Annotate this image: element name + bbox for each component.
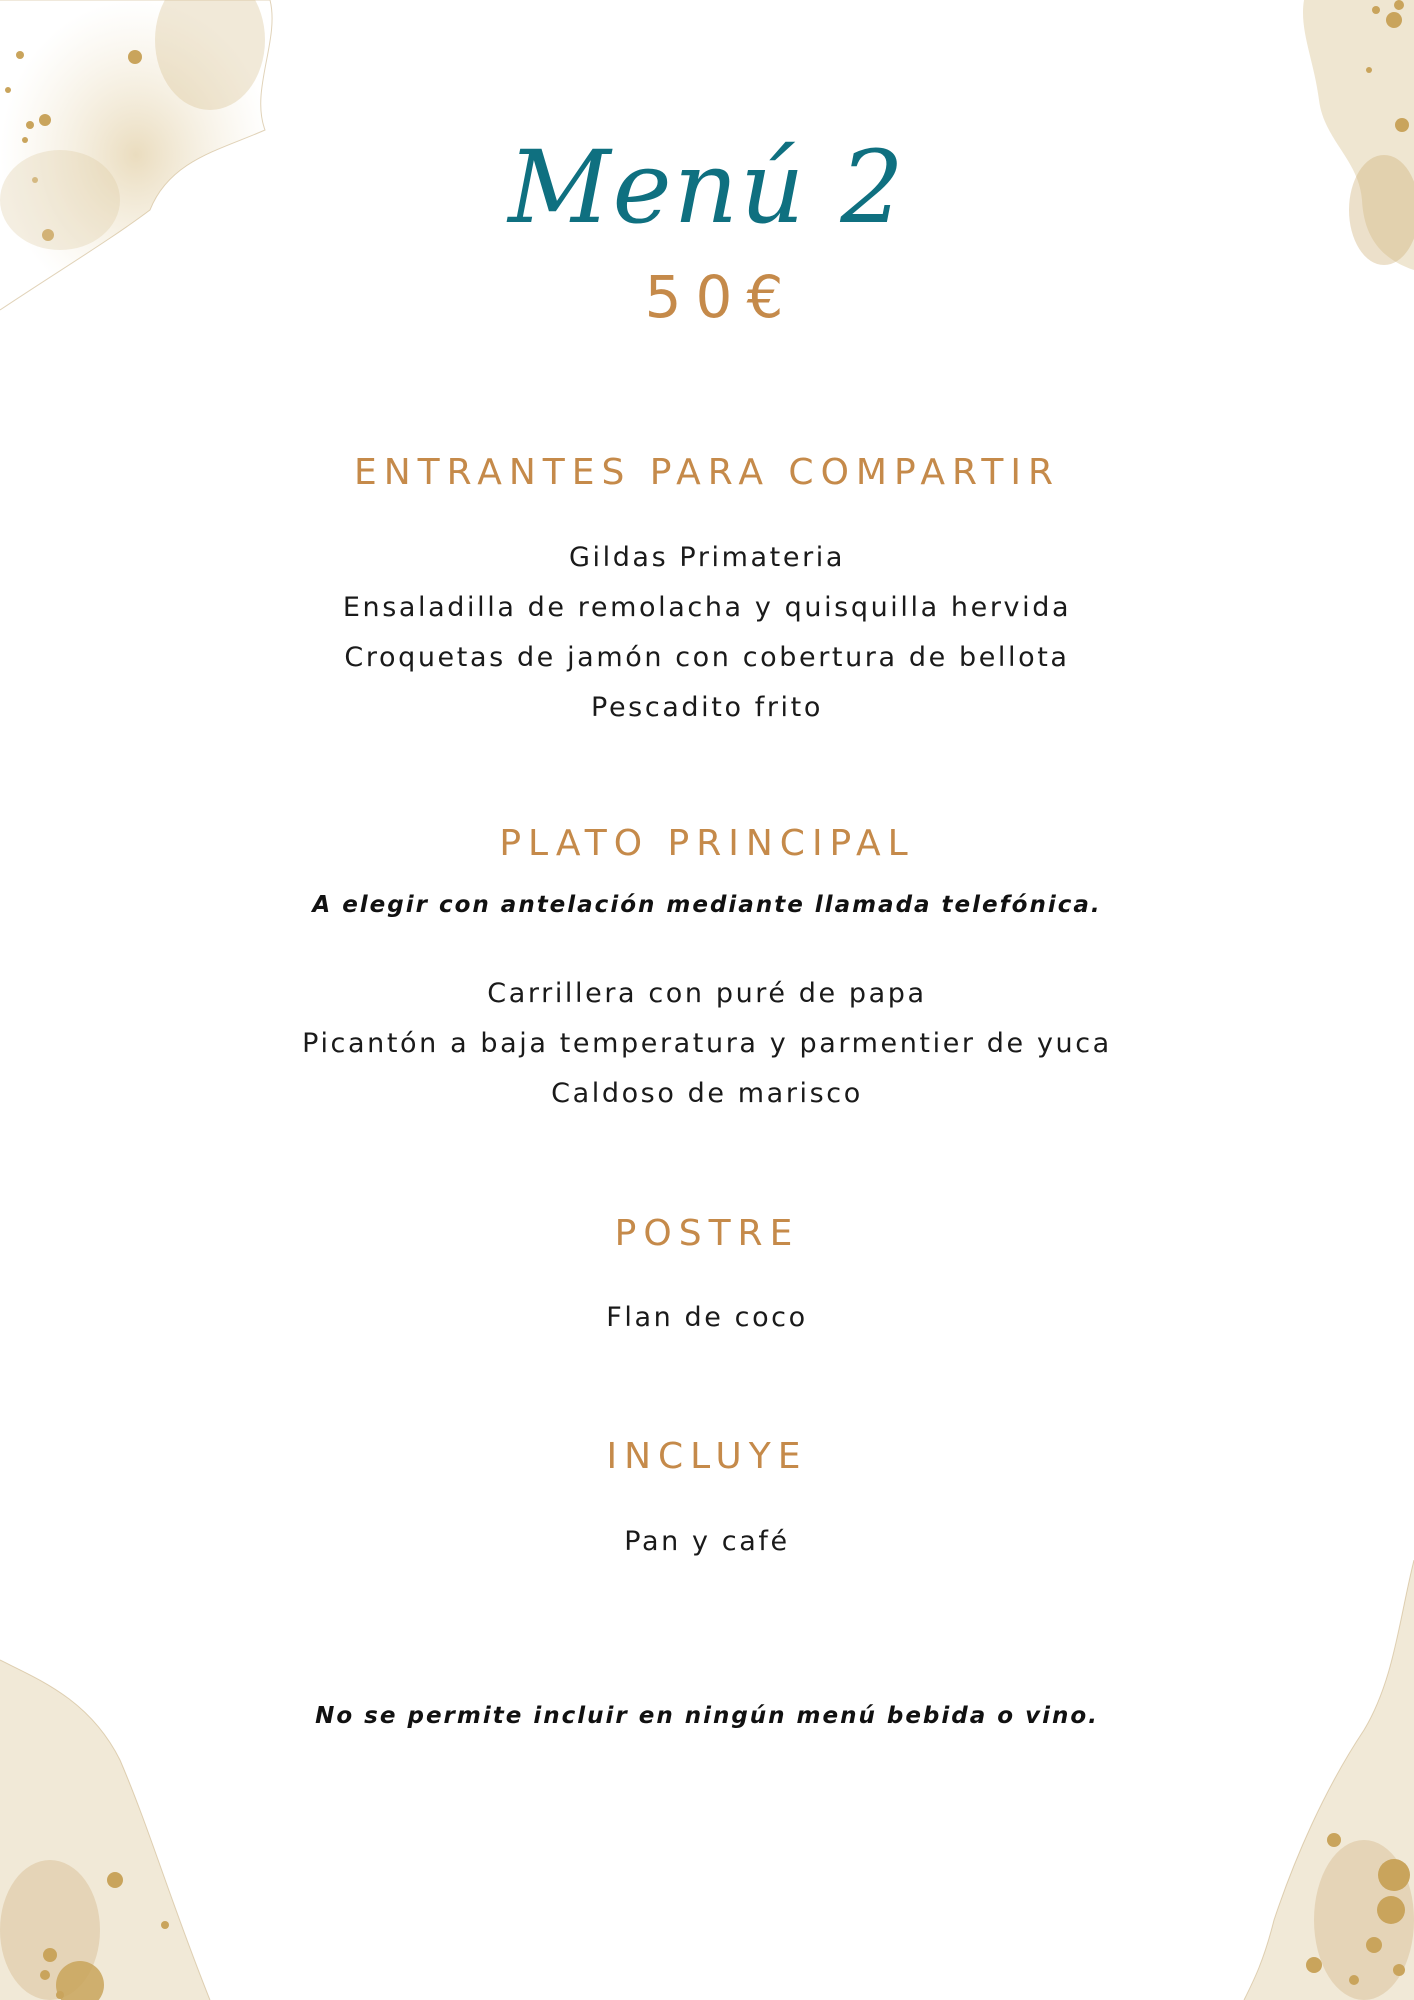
footer-note: No se permite incluir en ningún menú bebida o vino. [315,1703,1099,1729]
incluye-list [0,1517,1414,1567]
postre-list [0,1293,1414,1343]
section-title-principal: PLATO PRINCIPAL [499,823,915,864]
gold-splash-bottom-right [1214,1560,1414,2000]
list-item: Croquetas de jamón con cobertura de bellota [344,642,1070,673]
list-item: Ensaladilla de remolacha y quisquilla hervida [342,592,1072,623]
list-item: Carrillera con puré de papa [487,978,927,1009]
entrantes-list [0,533,1414,733]
menu-price: 50€ [644,263,798,331]
section-title-entrantes: ENTRANTES PARA COMPARTIR [353,452,1061,493]
list-item: Pescadito frito [591,692,823,723]
list-item: Flan de coco [606,1302,808,1333]
list-item: Caldoso de marisco [551,1078,863,1109]
principal-list [0,969,1414,1119]
section-title-incluye: INCLUYE [606,1436,808,1477]
principal-note: A elegir con antelación mediante llamada telefónica. [312,892,1102,918]
list-item: Gildas Primateria [568,542,846,573]
list-item: Picantón a baja temperatura y parmentier de yuca [302,1028,1112,1059]
list-item: Pan y café [624,1526,790,1557]
section-title-postre: POSTRE [614,1213,800,1254]
gold-splash-bottom-left [0,1600,220,2000]
menu-title: Menú 2 [508,129,906,246]
